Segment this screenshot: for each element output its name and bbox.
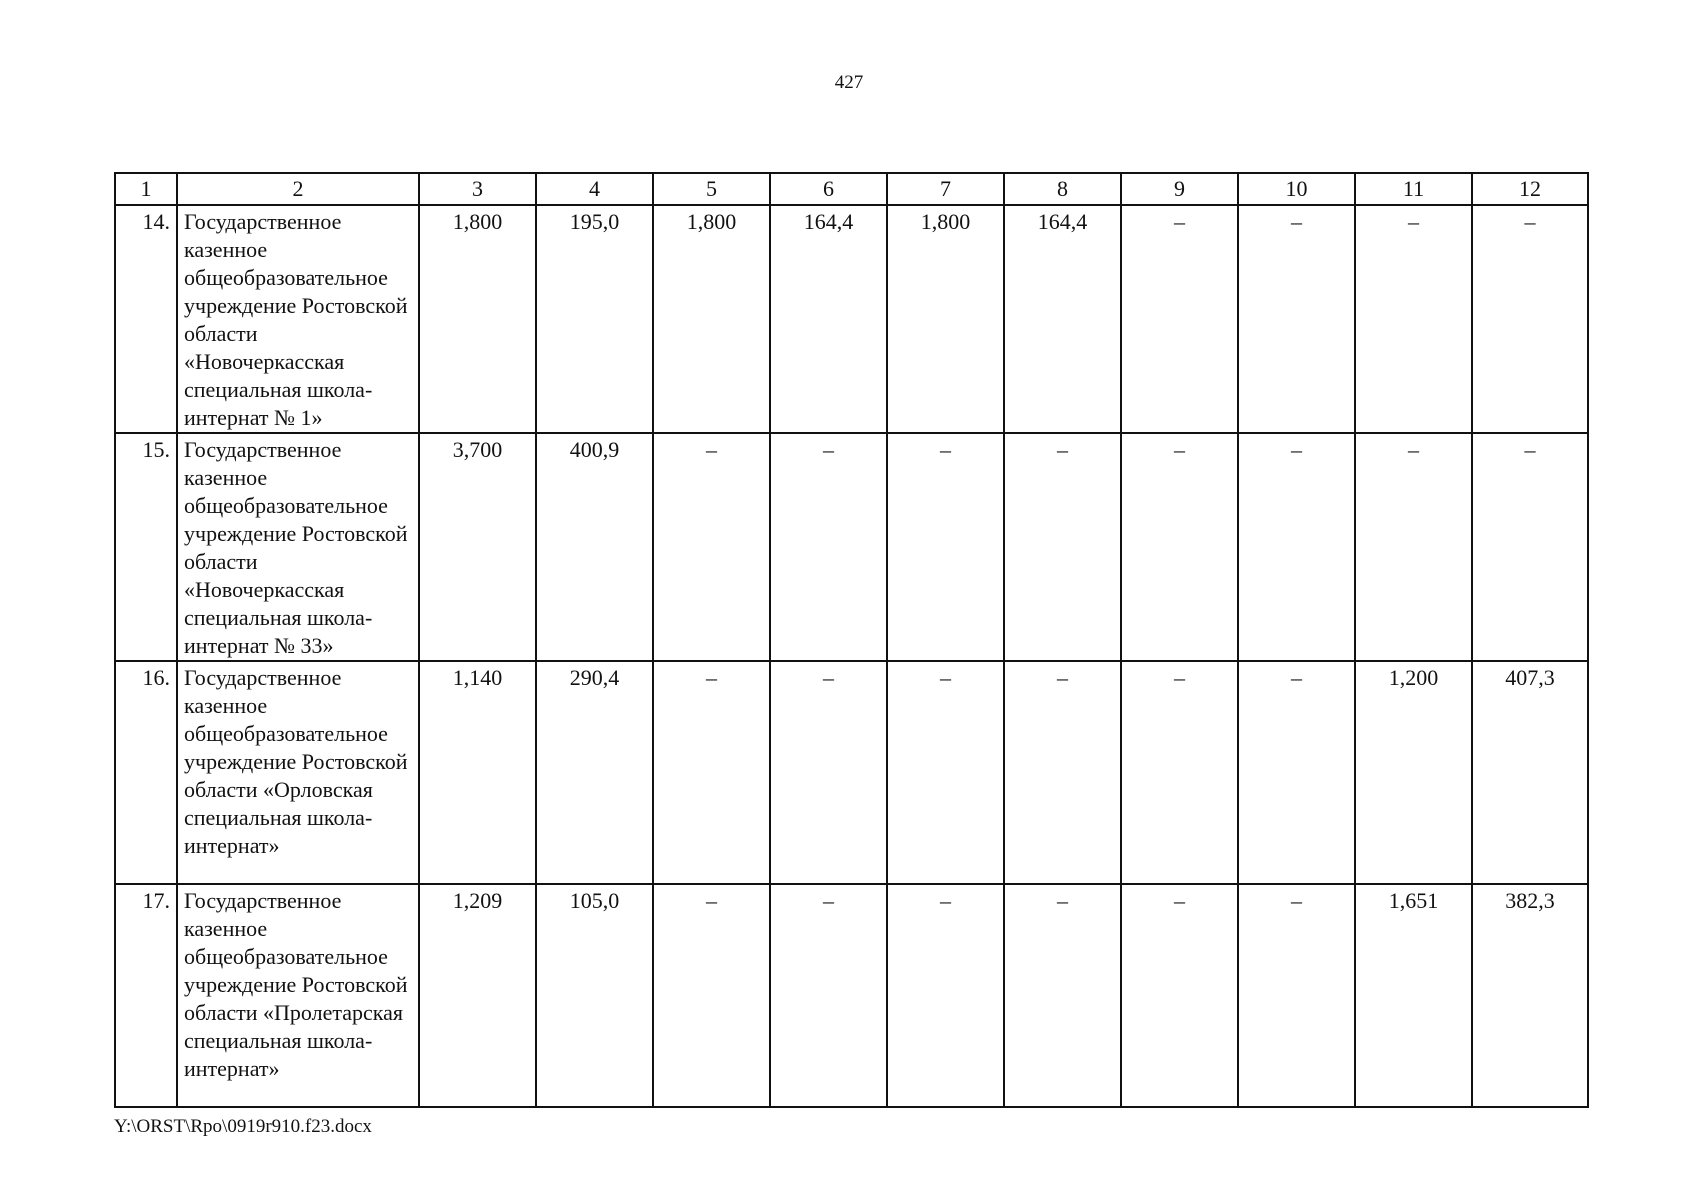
institution-name: Государственное казенное общеобразовательное учреждение Ростовской области «Новочеркасская специальная школа-интернат № 1» — [177, 205, 419, 433]
row-number: 15. — [115, 433, 177, 661]
header-row — [115, 173, 1588, 205]
institution-name: Государственное казенное общеобразовательное учреждение Ростовской области «Пролетарская специальная школа-интернат» — [177, 884, 419, 1107]
value-cell: – — [1355, 205, 1472, 433]
header-cell: 1 — [115, 173, 177, 205]
header-cell: 7 — [887, 173, 1004, 205]
value-cell: – — [1004, 884, 1121, 1107]
value-cell: – — [653, 884, 770, 1107]
value-cell: 407,3 — [1472, 661, 1588, 884]
row-number: 17. — [115, 884, 177, 1107]
header-cell: 5 — [653, 173, 770, 205]
value-cell: – — [1004, 433, 1121, 661]
value-cell: 1,209 — [419, 884, 536, 1107]
table-header — [115, 173, 1588, 205]
header-cell: 12 — [1472, 173, 1588, 205]
institution-name: Государственное казенное общеобразовательное учреждение Ростовской области «Новочеркасская специальная школа-интернат № 33» — [177, 433, 419, 661]
value-cell: – — [1121, 205, 1238, 433]
table-row — [115, 433, 1588, 661]
value-cell: – — [887, 661, 1004, 884]
value-cell: – — [653, 661, 770, 884]
value-cell: 105,0 — [536, 884, 653, 1107]
value-cell: 195,0 — [536, 205, 653, 433]
table-row — [115, 205, 1588, 433]
page-number: 427 — [834, 72, 864, 93]
value-cell: 164,4 — [1004, 205, 1121, 433]
value-cell: 1,800 — [653, 205, 770, 433]
value-cell: – — [770, 884, 887, 1107]
value-cell: – — [1121, 433, 1238, 661]
value-cell: – — [1238, 661, 1355, 884]
value-cell: 164,4 — [770, 205, 887, 433]
value-cell: – — [1472, 433, 1588, 661]
value-cell: 382,3 — [1472, 884, 1588, 1107]
data-table — [114, 172, 1589, 1108]
header-cell: 2 — [177, 173, 419, 205]
value-cell: – — [653, 433, 770, 661]
header-cell: 11 — [1355, 173, 1472, 205]
value-cell: 1,200 — [1355, 661, 1472, 884]
value-cell: 400,9 — [536, 433, 653, 661]
table-row — [115, 661, 1588, 884]
value-cell: – — [1121, 884, 1238, 1107]
value-cell: 290,4 — [536, 661, 653, 884]
value-cell: 3,700 — [419, 433, 536, 661]
value-cell: – — [1121, 661, 1238, 884]
value-cell: – — [1355, 433, 1472, 661]
value-cell: – — [770, 661, 887, 884]
footer-file-path: Y:\ORST\Rpo\0919r910.f23.docx — [114, 1116, 372, 1137]
table-row — [115, 884, 1588, 1107]
value-cell: – — [1472, 205, 1588, 433]
header-cell: 4 — [536, 173, 653, 205]
value-cell: – — [1238, 433, 1355, 661]
value-cell: – — [1238, 884, 1355, 1107]
institution-name: Государственное казенное общеобразовательное учреждение Ростовской области «Орловская специальная школа-интернат» — [177, 661, 419, 884]
value-cell: 1,800 — [887, 205, 1004, 433]
header-cell: 8 — [1004, 173, 1121, 205]
row-number: 16. — [115, 661, 177, 884]
value-cell: – — [887, 433, 1004, 661]
value-cell: – — [770, 433, 887, 661]
value-cell: 1,651 — [1355, 884, 1472, 1107]
header-cell: 9 — [1121, 173, 1238, 205]
row-number: 14. — [115, 205, 177, 433]
header-cell: 3 — [419, 173, 536, 205]
value-cell: – — [1004, 661, 1121, 884]
header-cell: 6 — [770, 173, 887, 205]
value-cell: 1,140 — [419, 661, 536, 884]
value-cell: – — [1238, 205, 1355, 433]
value-cell: 1,800 — [419, 205, 536, 433]
value-cell: – — [887, 884, 1004, 1107]
header-cell: 10 — [1238, 173, 1355, 205]
table-body — [115, 205, 1588, 1107]
